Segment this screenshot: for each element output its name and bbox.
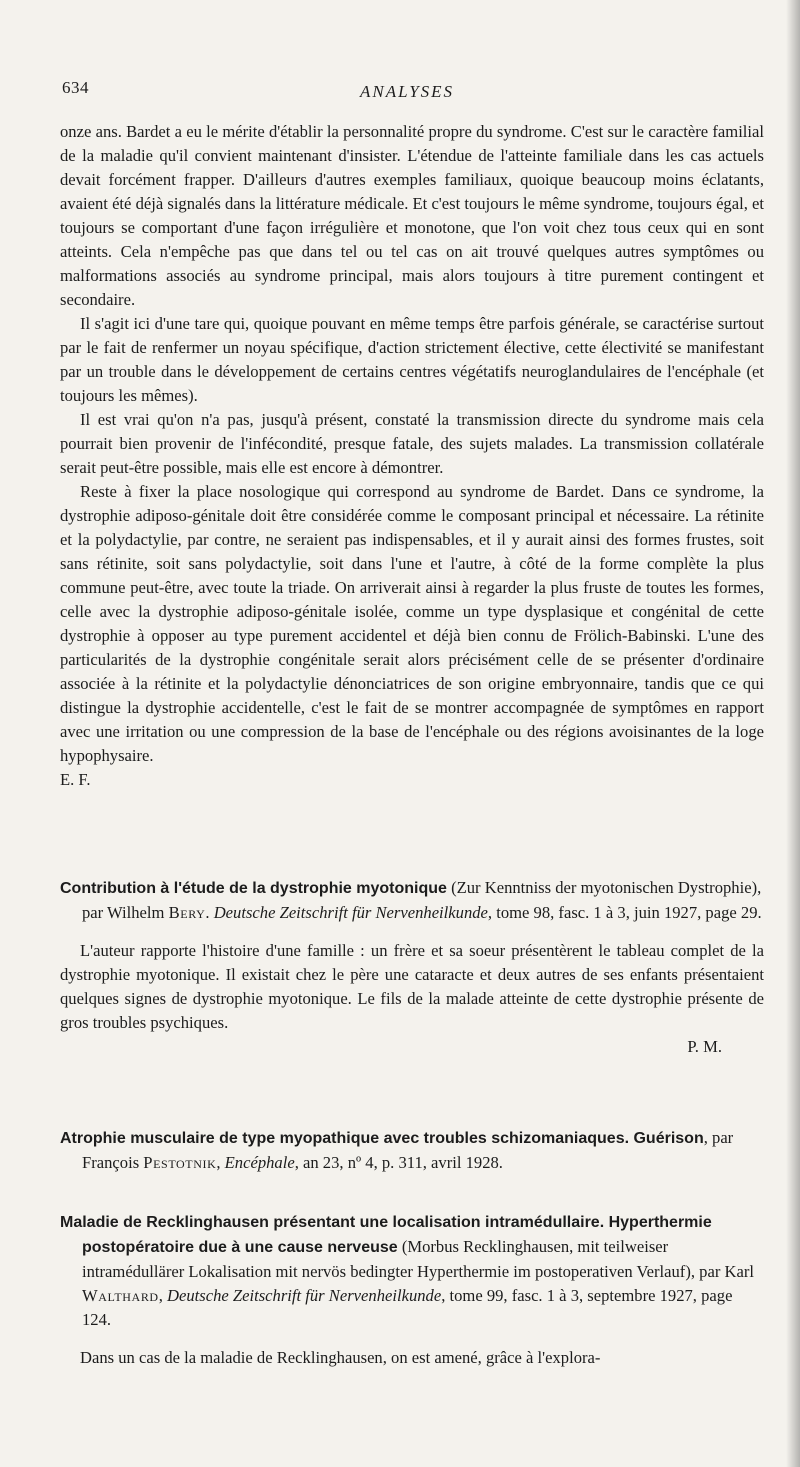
paragraph: Il s'agit ici d'une tare qui, quoique pouvant en même temps être parfois générale, se caractérise surtout par le fait de renfermer un noyau spécifique, d'action strictement élective, cette électivité se manifestant par un trouble dans le développement de certains centres végétatifs neuroglandulaires de l'encéphale (et toujours les mêmes). [60,314,764,405]
signature: E. F. [60,770,91,789]
running-head: ANALYSES [359,82,455,101]
author-name: Walthard [82,1286,159,1305]
page-header [62,78,752,108]
citation: (Morbus Recklinghausen, mit teilweiser intramédullärer Lokalisation mit nervös bedingter Hyperthermie im postoperativen Verlauf), par Karl [82,1237,754,1281]
page-number: 634 [62,78,89,97]
entry-title: Atrophie musculaire de type myopathique avec troubles schizomaniaques. Guérison [60,1130,704,1147]
review-entry-myotonic [60,876,764,1059]
citation-sep: . [205,903,214,922]
citation-details: , tome 98, fasc. 1 à 3, juin 1927, page 29. [487,903,762,922]
author-name: Pestotnik [143,1153,217,1172]
citation-sep: , [216,1153,225,1172]
abstract: L'auteur rapporte l'histoire d'une famille : un frère et sa soeur présentèrent le tableau complet de la dystrophie myotonique. Il existait chez le père une cataracte et deux autres de ses enfants présentaient quelques signes de dystrophie myotonique. Le fils de la malade atteinte de cette dystrophie présente de gros troubles psychiques. [60,941,764,1032]
paragraph: onze ans. Bardet a eu le mérite d'établir la personnalité propre du syndrome. C'est sur le caractère familial de la maladie qu'il convient maintenant d'insister. L'étendue de l'atteinte familiale dans les cas actuels devait forcément frapper. D'ailleurs d'autres exemples familiaux, quoique beaucoup moins éclatants, avaient été déjà signalés dans la littérature médicale. Et c'est toujours le même syndrome, toujours égal, et toujours se comportant d'une façon irrégulière et monotone, que l'on voit chez tous ceux qui en sont atteints. Cela n'empêche pas que dans tel ou tel cas on ait trouvé quelques autres symptômes ou malformations associés au syndrome principal, mais alors toujours à titre purement contingent et secondaire. [60,122,764,309]
entry-heading [60,1126,764,1175]
review-entry-atrophy [60,1126,764,1175]
review-entry-recklinghausen [60,1210,764,1370]
journal-name: Deutsche Zeitschrift für Nervenheilkunde [213,903,488,922]
page-edge-shadow [786,0,800,1467]
continued-review [60,120,764,792]
citation-details: , tome 99, fasc. 1 à 3, septembre 1927, page 124. [82,1286,733,1329]
paragraph: Reste à fixer la place nosologique qui correspond au syndrome de Bardet. Dans ce syndrome, la dystrophie adiposo-génitale doit être considérée comme le composant principal et nécessaire. La rétinite et la polydactylie, par contre, ne seraient pas indispensables, et il y aurait ainsi des formes frustes, soit sans rétinite, soit sans polydactylie, soit dans l'une et l'autre, à côté de la forme complète la plus commune peut-être, avec toute la triade. On arriverait ainsi à regarder la plus fruste de toutes les formes, celle avec la dystrophie adiposo-génitale isolée, comme un type dysplasique et congénital de cette dystrophie à opposer au type purement accidentel et déjà bien connu de Frölich-Babinski. L'une des particularités de la dystrophie congénitale serait alors précisément celle de se présenter d'ordinaire associée à la rétinite et la polydactylie dénonciatrices de son origine embryonnaire, tandis que ce qui distingue la dystrophie accidentelle, c'est le fait de se montrer accompagnée de symptômes en rapport avec une irritation ou une compression de la base de l'encéphale ou des régions avoisinantes de la loge hypophysaire. [60,482,764,765]
citation: , par François [82,1128,734,1172]
author-name: Bery [168,903,206,922]
citation-details: , an 23, nº 4, p. 311, avril 1928. [294,1153,503,1172]
entry-title: Maladie de Recklinghausen présentant une localisation intramédullaire. Hyperthermie postopératoire due à une cause nerveuse [60,1214,712,1256]
signature: P. M. [687,1037,722,1056]
journal-name: Deutsche Zeitschrift für Nervenheilkunde [167,1286,442,1305]
citation-sep: , [158,1286,167,1305]
journal-name: Encéphale [224,1153,295,1172]
entry-title: Contribution à l'étude de la dystrophie myotonique [60,880,447,897]
paragraph: Il est vrai qu'on n'a pas, jusqu'à présent, constaté la transmission directe du syndrome mais cela pourrait bien provenir de l'infécondité, presque fatale, des sujets malades. La transmission collatérale serait peut-être possible, mais elle est encore à démontrer. [60,410,764,477]
abstract: Dans un cas de la maladie de Recklinghausen, on est amené, grâce à l'explora- [80,1348,601,1367]
citation: (Zur Kenntniss der myotonischen Dystrophie), par Wilhelm [82,878,762,922]
entry-heading [60,1210,764,1332]
entry-heading [60,876,764,925]
